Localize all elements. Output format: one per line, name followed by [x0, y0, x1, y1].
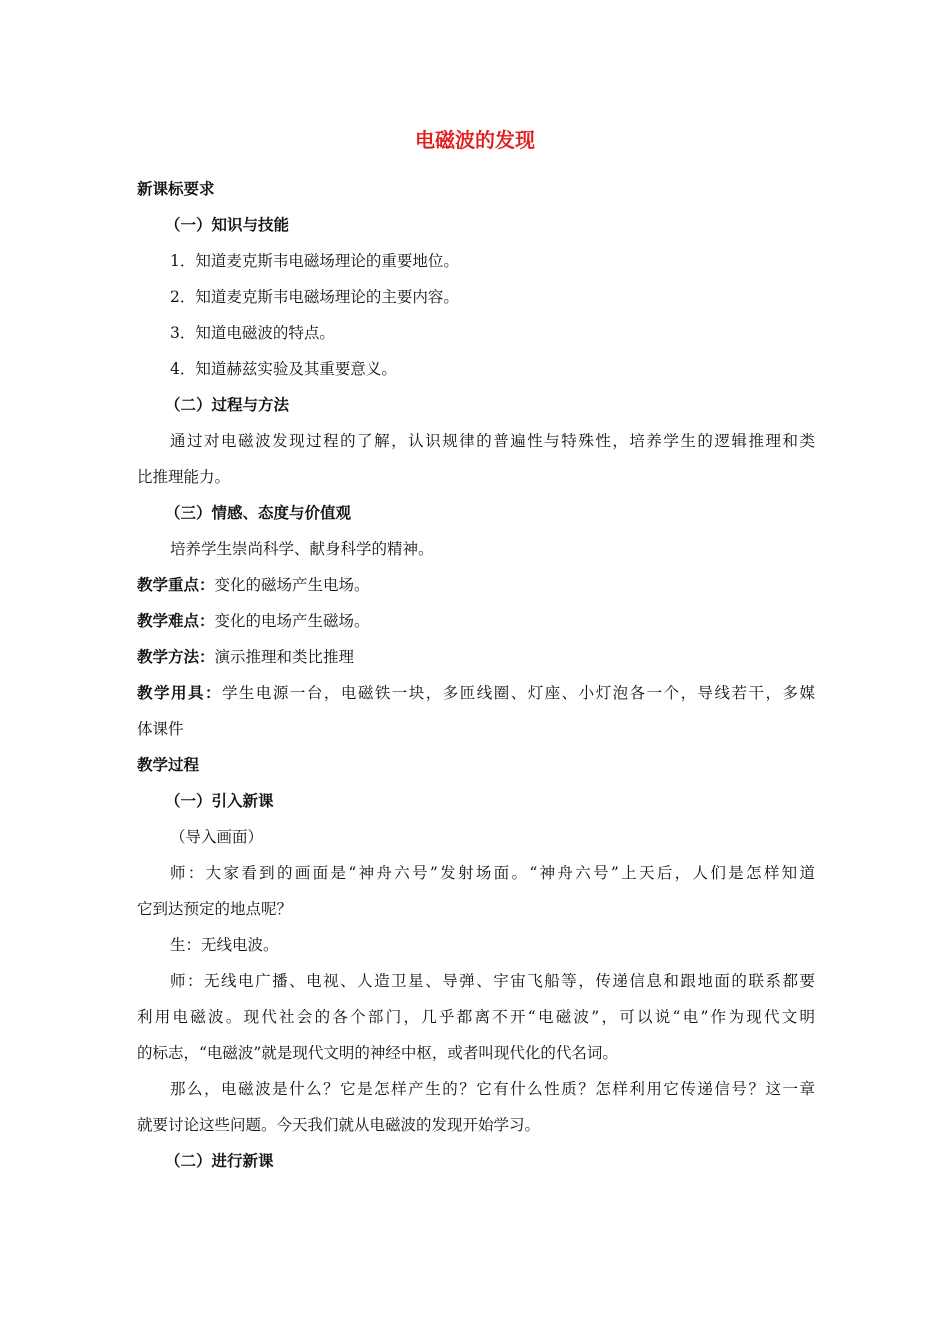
list-item: 1．知道麦克斯韦电磁场理论的重要地位。 — [170, 252, 459, 270]
teaching-method — [137, 639, 815, 675]
paragraph-line: 生：无线电波。 — [170, 936, 279, 954]
subheading-intro: （一）引入新课 — [165, 792, 274, 810]
paragraph-line: 的标志，“电磁波”就是现代文明的神经中枢，或者叫现代化的代名词。 — [137, 1044, 618, 1062]
list-item: 3．知道电磁波的特点。 — [170, 324, 335, 342]
field-value: 变化的电场产生磁场。 — [214, 612, 370, 630]
paragraph-line: 体课件 — [137, 720, 184, 738]
field-value: 变化的磁场产生电场。 — [214, 576, 370, 594]
field-label: 教学重点： — [137, 576, 215, 594]
list-item: 4．知道赫兹实验及其重要意义。 — [170, 360, 397, 378]
paragraph-line: 培养学生崇尚科学、献身科学的精神。 — [170, 540, 434, 558]
field-label: 教学方法： — [137, 648, 215, 666]
paragraph-line: 比推理能力。 — [137, 468, 231, 486]
field-value: 演示推理和类比推理 — [214, 648, 355, 666]
teaching-key-point — [137, 567, 815, 603]
document-title: 电磁波的发现 — [415, 128, 535, 152]
list-item: 2．知道麦克斯韦电磁场理论的主要内容。 — [170, 288, 459, 306]
paragraph-line: 就要讨论这些问题。今天我们就从电磁波的发现开始学习。 — [137, 1116, 541, 1134]
subheading-process-methods: （二）过程与方法 — [165, 396, 290, 414]
field-label: 教学用具： — [137, 684, 222, 702]
subheading-new-lesson: （二）进行新课 — [165, 1152, 274, 1170]
field-value: 学生电源一台，电磁铁一块，多匝线圈、灯座、小灯泡各一个，导线若干，多媒 — [221, 684, 815, 702]
paragraph-line: 那么，电磁波是什么？它是怎样产生的？它有什么性质？怎样利用它传递信号？这一章 — [170, 1080, 815, 1098]
paragraph-line: （导入画面） — [170, 828, 264, 846]
paragraph-line: 通过对电磁波发现过程的了解，认识规律的普遍性与特殊性，培养学生的逻辑推理和类 — [170, 432, 815, 450]
subheading-knowledge-skills: （一）知识与技能 — [165, 216, 290, 234]
teaching-tools — [137, 675, 815, 711]
paragraph-line: 师：大家看到的画面是“神舟六号”发射场面。“神舟六号”上天后，人们是怎样知道 — [170, 864, 815, 882]
paragraph-line: 师：无线电广播、电视、人造卫星、导弹、宇宙飞船等，传递信息和跟地面的联系都要 — [170, 972, 815, 990]
section-heading-process: 教学过程 — [137, 756, 200, 774]
section-heading-standards: 新课标要求 — [137, 180, 215, 198]
paragraph-line: 它到达预定的地点呢？ — [137, 900, 293, 918]
teaching-difficulty — [137, 603, 815, 639]
paragraph-line: 利用电磁波。现代社会的各个部门，几乎都离不开“电磁波”，可以说“电”作为现代文明 — [137, 1008, 815, 1026]
subheading-values: （三）情感、态度与价值观 — [165, 504, 352, 522]
document-body — [137, 171, 815, 1179]
field-label: 教学难点： — [137, 612, 215, 630]
